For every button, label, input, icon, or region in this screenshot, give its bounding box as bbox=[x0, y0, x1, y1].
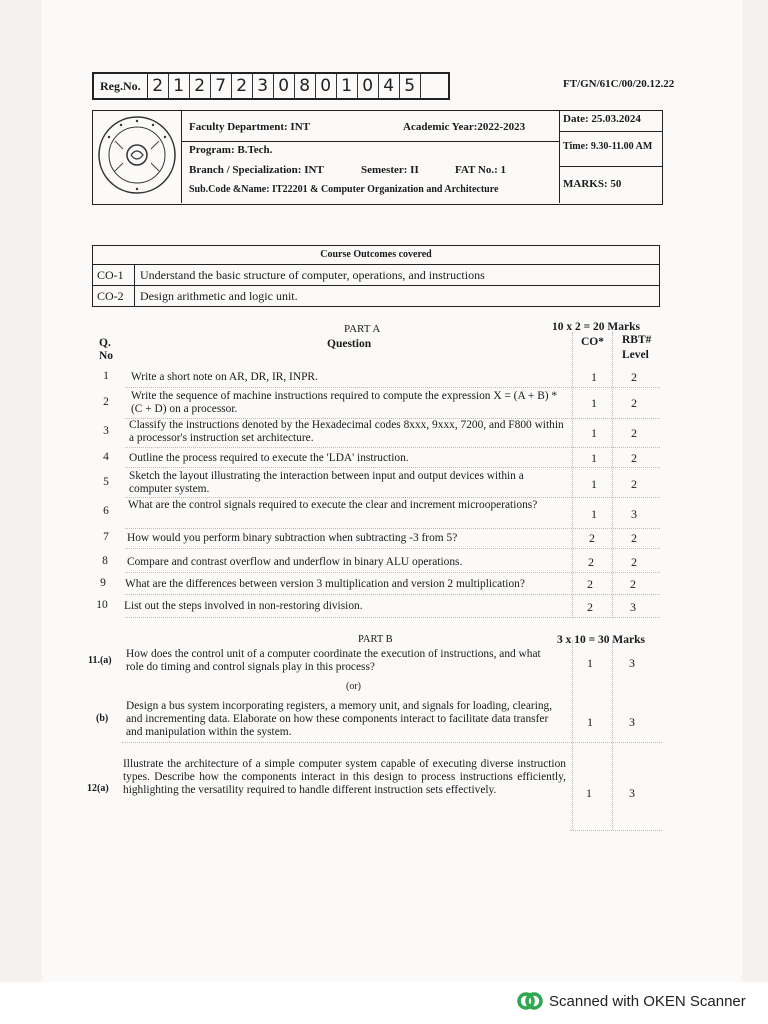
question-co: 1 bbox=[587, 656, 593, 670]
reg-digit: 2 bbox=[148, 74, 169, 98]
header-details bbox=[181, 111, 560, 203]
question-co: 1 bbox=[591, 451, 597, 465]
or-separator: (or) bbox=[346, 681, 361, 692]
question-number: 2 bbox=[103, 396, 109, 408]
question-co: 2 bbox=[587, 577, 593, 591]
part-a-title: PART A bbox=[344, 323, 381, 335]
question-text: List out the steps involved in non-restoring division. bbox=[124, 600, 363, 612]
question-text: How does the control unit of a computer coordinate the execution of instructions, and what role do timing and control signals play in this process? bbox=[126, 648, 541, 673]
reg-digit: 4 bbox=[379, 74, 400, 98]
question-rbt: 3 bbox=[629, 786, 635, 800]
question-rbt: 2 bbox=[631, 396, 637, 410]
co-text: Design arithmetic and logic unit. bbox=[140, 289, 298, 303]
question-number: (b) bbox=[96, 713, 109, 724]
question-rbt: 3 bbox=[629, 715, 635, 729]
table-row bbox=[93, 265, 659, 286]
question-rbt: 2 bbox=[631, 451, 637, 465]
question-number: 5 bbox=[103, 476, 109, 488]
question-text: What are the differences between version 3 multiplication and version 2 multiplication? bbox=[125, 578, 525, 590]
question-text: Write the sequence of machine instructions required to compute the expression X = (A + B) * (C + D) on a processor. bbox=[131, 390, 558, 415]
question-number: 6 bbox=[103, 505, 109, 517]
question-co: 1 bbox=[591, 507, 597, 521]
question-number: 10 bbox=[96, 599, 108, 611]
semester: Semester: II bbox=[361, 164, 419, 176]
co-code: CO-2 bbox=[93, 286, 135, 306]
question-co: 1 bbox=[587, 715, 593, 729]
reg-digit: 2 bbox=[190, 74, 211, 98]
scanner-watermark bbox=[517, 991, 746, 1011]
question-co: 1 bbox=[591, 370, 597, 384]
question-rbt: 2 bbox=[631, 477, 637, 491]
question-rbt: 3 bbox=[631, 507, 637, 521]
exam-date: Date: 25.03.2024 bbox=[563, 113, 641, 125]
reg-digit: 3 bbox=[253, 74, 274, 98]
question-number: 9 bbox=[100, 577, 106, 589]
academic-year: Academic Year:2022-2023 bbox=[403, 121, 526, 133]
question-text: Design a bus system incorporating registers, a memory unit, and signals for loading, clearing, and incrementing data. Elaborate on how these components interact to facilitate data transfer and manipulation within the system. bbox=[126, 700, 553, 738]
program: Program: B.Tech. bbox=[189, 144, 273, 156]
question-co: 2 bbox=[589, 531, 595, 545]
question-rbt: 3 bbox=[630, 600, 636, 614]
reg-number-box bbox=[92, 72, 450, 100]
col-question: Question bbox=[327, 338, 372, 350]
reg-digit: 0 bbox=[316, 74, 337, 98]
total-marks: MARKS: 50 bbox=[563, 178, 622, 190]
table-row bbox=[93, 286, 659, 306]
reg-digit: 2 bbox=[232, 74, 253, 98]
course-outcomes-title: Course Outcomes covered bbox=[93, 246, 659, 265]
faculty-department: Faculty Department: INT bbox=[189, 121, 310, 133]
part-b-marks: 3 x 10 = 30 Marks bbox=[557, 634, 646, 646]
question-text: Write a short note on AR, DR, IR, INPR. bbox=[131, 371, 318, 383]
question-rbt: 2 bbox=[631, 370, 637, 384]
reg-digit: 5 bbox=[400, 74, 421, 98]
question-rbt: 2 bbox=[631, 531, 637, 545]
part-a-marks: 10 x 2 = 20 Marks bbox=[552, 321, 641, 333]
subject: Sub.Code &Name: IT22201 & Computer Organization and Architecture bbox=[189, 184, 499, 195]
question-co: 2 bbox=[587, 600, 593, 614]
reg-digits bbox=[148, 74, 421, 98]
form-code: FT/GN/61C/00/20.12.22 bbox=[563, 78, 675, 90]
reg-digit: 8 bbox=[295, 74, 316, 98]
exam-header bbox=[92, 110, 663, 205]
question-text: Outline the process required to execute the 'LDA' instruction. bbox=[129, 452, 409, 464]
fat-number: FAT No.: 1 bbox=[455, 164, 507, 176]
scanner-logo-icon bbox=[517, 991, 543, 1011]
reg-digit: 0 bbox=[274, 74, 295, 98]
question-number: 7 bbox=[103, 531, 109, 543]
question-co: 1 bbox=[586, 786, 592, 800]
question-co: 2 bbox=[588, 555, 594, 569]
question-number: 4 bbox=[103, 451, 109, 463]
co-text: Understand the basic structure of computer, operations, and instructions bbox=[140, 268, 485, 282]
reg-label: Reg.No. bbox=[94, 74, 148, 98]
question-co: 1 bbox=[591, 396, 597, 410]
question-text: What are the control signals required to execute the clear and increment microoperations? bbox=[128, 499, 538, 511]
branch: Branch / Specialization: INT bbox=[189, 164, 324, 176]
question-number: 8 bbox=[102, 555, 108, 567]
question-text: Compare and contrast overflow and underflow in binary ALU operations. bbox=[127, 556, 463, 568]
exam-time: Time: 9.30-11.00 AM bbox=[563, 141, 653, 152]
reg-digit: 1 bbox=[169, 74, 190, 98]
scanner-text: Scanned with OKEN Scanner bbox=[549, 992, 746, 1010]
reg-digit: 1 bbox=[337, 74, 358, 98]
question-co: 1 bbox=[591, 426, 597, 440]
question-rbt: 3 bbox=[629, 656, 635, 670]
col-co: CO* bbox=[581, 336, 604, 348]
question-number: 12(a) bbox=[87, 783, 109, 794]
question-rbt: 2 bbox=[631, 426, 637, 440]
question-text: Sketch the layout illustrating the interaction between input and output devices within a computer system. bbox=[129, 470, 524, 495]
col-no: No bbox=[99, 350, 114, 362]
question-rbt: 2 bbox=[631, 555, 637, 569]
reg-digit: 7 bbox=[211, 74, 232, 98]
question-rbt: 2 bbox=[630, 577, 636, 591]
col-rbt: RBT# bbox=[622, 334, 652, 346]
course-outcomes-table bbox=[92, 245, 660, 307]
question-number: 11.(a) bbox=[88, 655, 112, 666]
reg-digit: 0 bbox=[358, 74, 379, 98]
question-text: Illustrate the architecture of a simple computer system capable of executing diverse instruction types. Describe how the components interact in this design to process instructions efficiently, highlighting the versatility required to handle different instruction sets effectively. bbox=[123, 758, 566, 796]
col-level: Level bbox=[622, 349, 649, 361]
col-q: Q. bbox=[99, 337, 111, 349]
question-co: 1 bbox=[591, 477, 597, 491]
question-number: 3 bbox=[103, 425, 109, 437]
college-logo bbox=[93, 111, 182, 203]
part-b-title: PART B bbox=[358, 634, 393, 645]
question-text: Classify the instructions denoted by the Hexadecimal codes 8xxx, 9xxx, 7200, and F800 within a processor's instruction set architecture. bbox=[129, 419, 564, 444]
question-text: How would you perform binary subtraction when subtracting -3 from 5? bbox=[127, 532, 458, 544]
co-code: CO-1 bbox=[93, 265, 135, 285]
question-number: 1 bbox=[103, 370, 109, 382]
header-right bbox=[559, 111, 662, 203]
